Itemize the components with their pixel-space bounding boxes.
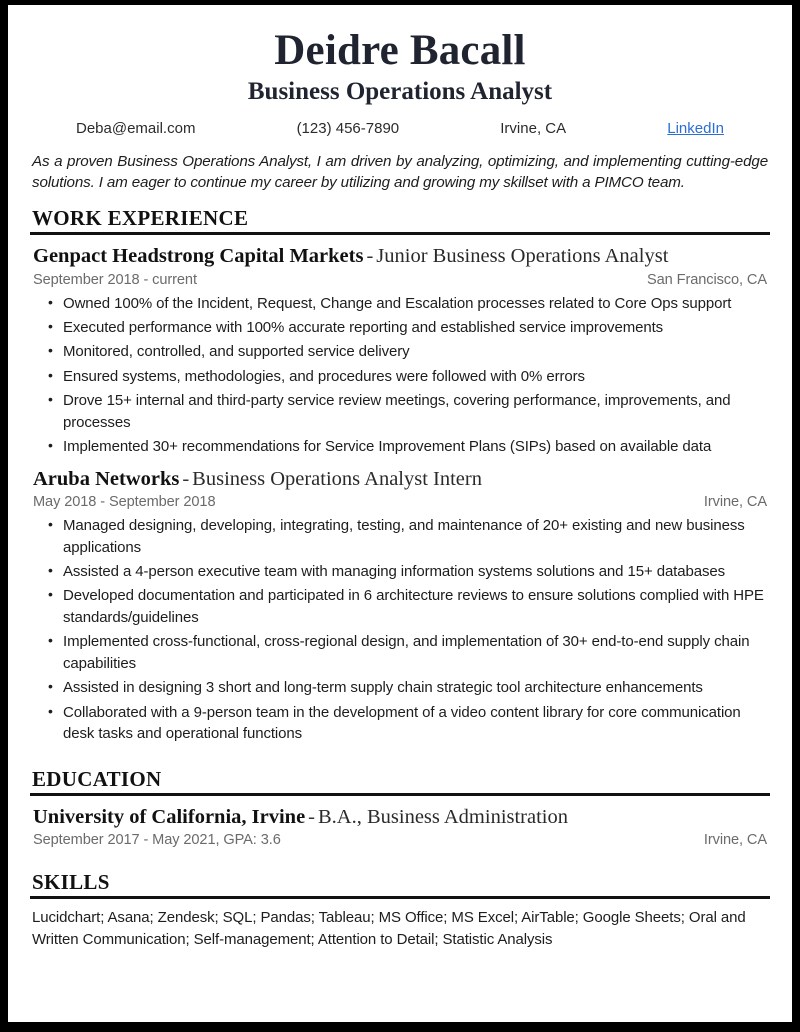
contact-phone: (123) 456-7890 <box>296 119 400 137</box>
education-entry-title <box>30 805 770 830</box>
education-entry-meta <box>30 832 770 848</box>
candidate-name: Deidre Bacall <box>274 27 526 74</box>
work-entry <box>30 244 770 458</box>
work-entry <box>30 467 770 745</box>
work-entry-role: Business Operations Analyst Intern <box>192 467 482 490</box>
section-title-skills: SKILLS <box>32 870 110 895</box>
work-entry-location: San Francisco, CA <box>647 271 767 288</box>
work-entry-role: Junior Business Operations Analyst <box>376 244 669 267</box>
bullet-item: • Assisted a 4-person executive team with managing information systems solutions and 15+ databases <box>30 561 770 582</box>
work-entry-meta <box>30 272 770 288</box>
bullet-item: • Executed performance with 100% accurate reporting and established service improvements <box>30 317 770 338</box>
section-title-education: EDUCATION <box>32 766 162 791</box>
education-school: University of California, Irvine <box>33 805 306 828</box>
bullet-item: • Monitored, controlled, and supported service delivery <box>30 341 770 362</box>
work-entry-dates: May 2018 - September 2018 <box>33 494 216 511</box>
contact-linkedin-link[interactable]: LinkedIn <box>667 119 724 137</box>
professional-summary: As a proven Business Operations Analyst, I am driven by analyzing, optimizing, and implementing cutting-edge solutions. I am eager to continue my career by utilizing and growing my skillset with a PIMCO team. <box>32 152 768 192</box>
education-dates: September 2017 - May 2021, GPA: 3.6 <box>33 832 281 849</box>
contact-location: Irvine, CA <box>500 119 567 137</box>
contact-row <box>76 120 724 137</box>
work-entry-bullets <box>30 293 770 458</box>
work-entry-location: Irvine, CA <box>703 494 767 511</box>
bullet-item: • Assisted in designing 3 short and long-term supply chain strategic tool architecture enhancements <box>30 677 770 698</box>
work-entry-title <box>30 244 770 269</box>
candidate-headline: Business Operations Analyst <box>247 77 553 105</box>
section-rule <box>30 896 770 899</box>
work-entry-separator: - <box>366 244 374 267</box>
work-entry-company: Aruba Networks <box>33 467 180 490</box>
bullet-item: • Collaborated with a 9-person team in the development of a video content library for core communication desk tasks and operational functions <box>30 702 770 745</box>
skills-list: Lucidchart; Asana; Zendesk; SQL; Pandas; Tableau; MS Office; MS Excel; AirTable; Google Sheets; Oral and Written Communication; Self-management; Attention to Detail; Statistic Analysis <box>32 909 746 948</box>
education-degree: B.A., Business Administration <box>318 805 569 828</box>
bullet-item: • Ensured systems, methodologies, and procedures were followed with 0% errors <box>30 366 770 387</box>
bullet-item: • Implemented cross-functional, cross-regional design, and implementation of 30+ end-to-end supply chain capabilities <box>30 631 770 674</box>
section-rule <box>30 793 770 796</box>
work-entry-bullets <box>30 515 770 744</box>
work-entry-separator: - <box>182 467 190 490</box>
section-work-experience <box>30 207 770 745</box>
section-skills <box>30 861 770 951</box>
resume-header <box>30 29 770 137</box>
bullet-item: • Developed documentation and participated in 6 architecture reviews to ensure solutions complied with HPE standards/guidelines <box>30 585 770 628</box>
education-separator: - <box>308 805 315 828</box>
work-entry-meta <box>30 494 770 510</box>
bullet-item: • Owned 100% of the Incident, Request, Change and Escalation processes related to Core Ops support <box>30 293 770 314</box>
resume-page <box>8 5 792 1022</box>
skills-spacer <box>30 861 770 871</box>
section-title-work-experience: WORK EXPERIENCE <box>32 205 249 230</box>
work-entry-title <box>30 467 770 492</box>
work-entry-dates: September 2018 - current <box>33 271 197 288</box>
education-location: Irvine, CA <box>703 832 767 849</box>
bullet-item: • Managed designing, developing, integrating, testing, and maintenance of 20+ existing and new business applications <box>30 515 770 558</box>
section-rule <box>30 232 770 235</box>
work-entry-company: Genpact Headstrong Capital Markets <box>33 244 364 267</box>
bullet-item: • Implemented 30+ recommendations for Service Improvement Plans (SIPs) based on available data <box>30 436 770 457</box>
bullet-item: • Drove 15+ internal and third-party service review meetings, covering performance, improvements, and processes <box>30 390 770 433</box>
contact-email[interactable]: Deba@email.com <box>76 119 196 137</box>
section-education <box>30 758 770 849</box>
education-entry <box>30 805 770 849</box>
